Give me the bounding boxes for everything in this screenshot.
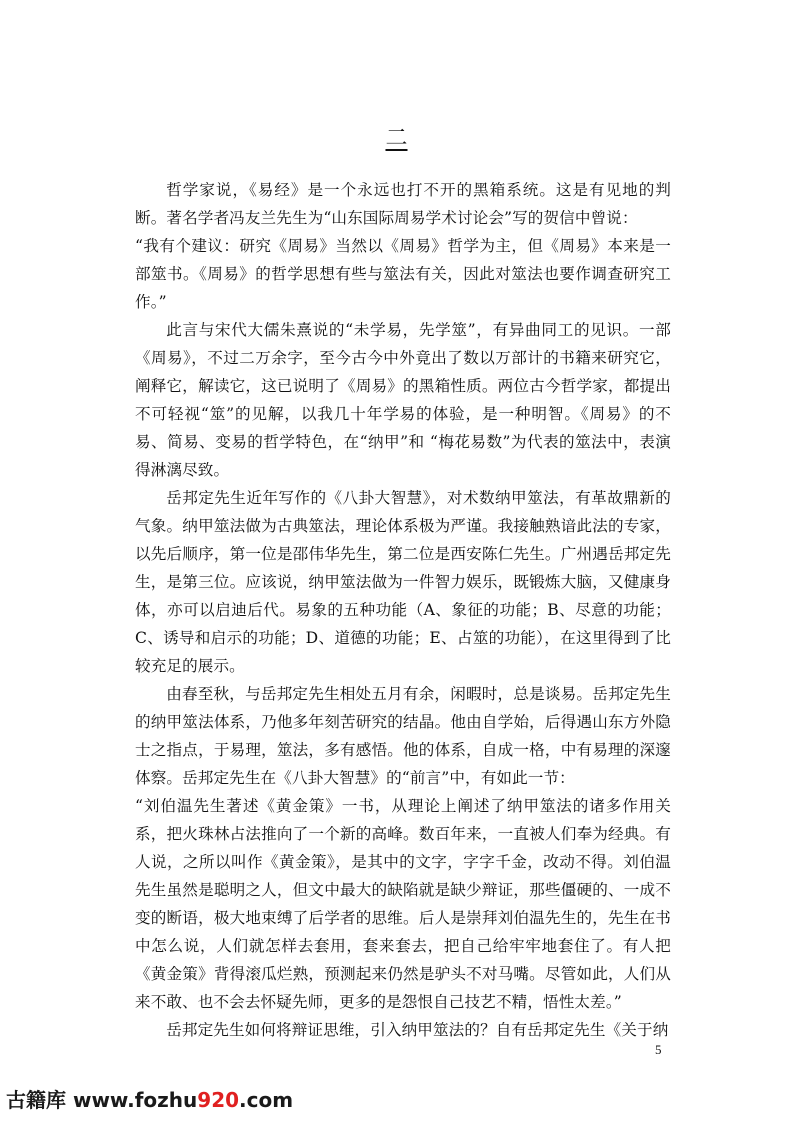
page-number: 5: [655, 1042, 662, 1057]
paragraph-1: 哲学家说，《易经》是一个永远也打不开的黑箱系统。这是有见地的判断。著名学者冯友兰先生为“山东国际周易学术讨论会”写的贺信中曾说：: [135, 181, 671, 227]
page-title: 二: [385, 126, 408, 151]
paragraph-5: 由春至秋，与岳邦定先生相处五月有余，闲暇时，总是谈易。岳邦定先生的纳甲筮法体系，乃他多年刻苦研究的结晶。他由自学始，后得遇山东方外隐士之指点，于易理，筮法，多有感悟。他的体系，自成一格，中有易理的深邃体察。岳邦定先生在《八卦大智慧》的“前言”中，有如此一节：: [135, 685, 671, 787]
watermark-url-suffix: .com: [239, 1088, 294, 1112]
watermark-url-number: 920: [197, 1088, 240, 1112]
watermark-url-prefix: www.fozhu: [72, 1088, 198, 1112]
body-text: [135, 176, 671, 1044]
quote-paragraph-1: “我有个建议：研究《周易》当然以《周易》哲学为主，但《周易》本来是一部筮书。《周易》的哲学思想有些与筮法有关，因此对筮法也要作调查研究工作。”: [135, 237, 671, 311]
quote-paragraph-2: “刘伯温先生著述《黄金策》一书，从理论上阐述了纳甲筮法的诸多作用关系，把火珠林占法推向了一个新的高峰。数百年来，一直被人们奉为经典。有人说，之所以叫作《黄金策》，是其中的文字，字字千金，改动不得。刘伯温先生虽然是聪明之人，但文中最大的缺陷就是缺少辩证，那些僵硬的、一成不变的断语，极大地束缚了后学者的思维。后人是崇拜刘伯温先生的，先生在书中怎么说，人们就怎样去套用，套来套去，把自己给牢牢地套住了。有人把《黄金策》背得滚瓜烂熟，预测起来仍然是驴头不对马嘴。尽管如此，人们从来不敢、也不会去怀疑先师，更多的是怨恨自己技艺不精，悟性太差。”: [135, 797, 671, 1011]
watermark-site-name: 古籍库: [6, 1088, 66, 1112]
paragraph-3: 此言与宋代大儒朱熹说的“未学易，先学筮”，有异曲同工的见识。一部《周易》，不过二万余字，至今古今中外竟出了数以万部计的书籍来研究它，阐释它，解读它，这已说明了《周易》的黑箱性质。两位古今哲学家，都提出不可轻视“筮”的见解，以我几十年学易的体验，是一种明智。《周易》的不易、简易、变易的哲学特色，在“纳甲”和 “梅花易数”为代表的筮法中，表演得淋漓尽致。: [135, 321, 671, 479]
paragraph-7: 岳邦定先生如何将辩证思维，引入纳甲筮法的？自有岳邦定先生《关于纳: [166, 1021, 669, 1039]
watermark: [6, 1087, 293, 1113]
paragraph-4: 岳邦定先生近年写作的《八卦大智慧》，对术数纳甲筮法，有革故鼎新的气象。纳甲筮法做为古典筮法，理论体系极为严谨。我接触熟谙此法的专家，以先后顺序，第一位是邵伟华先生，第二位是西安陈仁先生。广州遇岳邦定先生，是第三位。应该说，纳甲筮法做为一件智力娱乐，既锻炼大脑，又健康身体，亦可以启迪后代。易象的五种功能（A、象征的功能；B、尽意的功能；C、诱导和启示的功能；D、道德的功能；E、占筮的功能），在这里得到了比较充足的展示。: [135, 489, 671, 675]
